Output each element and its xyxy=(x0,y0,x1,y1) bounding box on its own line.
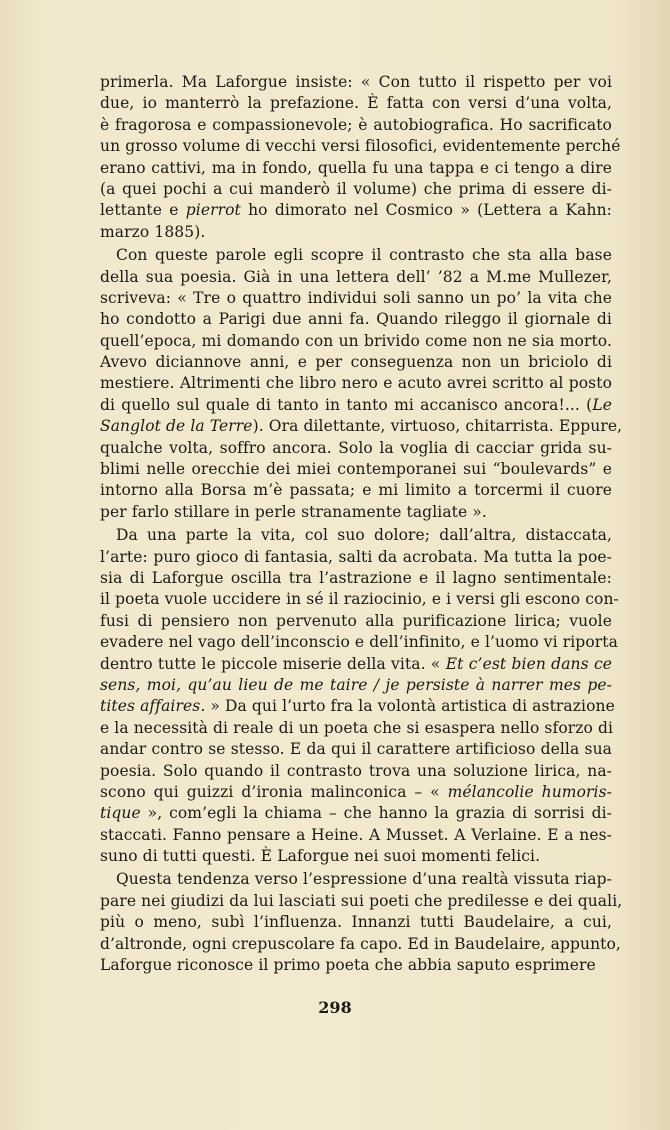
text-line: Questa tendenza verso l’espressione d’una realtà vissuta riap- xyxy=(116,870,612,889)
text-line: di quello sul quale di tanto in tanto mi accanisco ancora!... (Le xyxy=(100,395,612,414)
text-line: pare nei giudizi da lui lasciati sui poeti che predilesse e dei quali, xyxy=(100,891,623,910)
text-line: andar contro se stesso. E da qui il carattere artificioso della sua xyxy=(100,740,612,759)
text-line: qualche volta, soffro ancora. Solo la voglia di cacciar grida su- xyxy=(100,438,612,457)
text-line: blimi nelle orecchie dei miei contemporanei sui “boulevards” e xyxy=(100,460,612,479)
text-line: per farlo stillare in perle stranamente tagliate ». xyxy=(100,502,487,521)
text-line: Da una parte la vita, col suo dolore; dall’altra, distaccata, xyxy=(116,526,612,545)
paragraph xyxy=(100,245,623,523)
text-line: più o meno, subì l’influenza. Innanzi tutti Baudelaire, a cui, xyxy=(100,913,612,932)
text-line: mestiere. Altrimenti che libro nero e acuto avrei scritto al posto xyxy=(100,374,612,393)
italic-text: pierrot xyxy=(185,201,241,220)
text-line: un grosso volume di vecchi versi filosofici, evidentemente perché xyxy=(100,137,621,156)
text-line: (a quei pochi a cui manderò il volume) che prima di essere di- xyxy=(100,179,612,198)
paragraph xyxy=(100,72,621,243)
text-line: scriveva: « Tre o quattro individui soli sanno un po’ la vita che xyxy=(100,288,612,307)
italic-text: mélancolie humoris- xyxy=(447,782,612,801)
text-line: della sua poesia. Già in una lettera dell’ ’82 a M.me Mullezer, xyxy=(100,267,612,286)
text-line: suno di tutti questi. È Laforgue nei suoi momenti felici. xyxy=(100,847,541,866)
text-line: poesia. Solo quando il contrasto trova una soluzione lirica, na- xyxy=(100,761,612,780)
italic-text: Sanglot de la Terre xyxy=(100,417,253,436)
text-line: Sanglot de la Terre). Ora dilettante, virtuoso, chitarrista. Eppure, xyxy=(100,417,623,436)
text-line: Laforgue riconosce il primo poeta che abbia saputo esprimere xyxy=(100,956,596,975)
italic-text: Et c’est bien dans ce xyxy=(445,654,612,673)
text-line: scono qui guizzi d’ironia malinconica – « mélancolie humoris- xyxy=(100,782,612,801)
text-line: intorno alla Borsa m’è passata; e mi limito a torcermi il cuore xyxy=(100,481,612,500)
text-line: lettante e pierrot ho dimorato nel Cosmico » (Lettera a Kahn: xyxy=(100,201,613,220)
text-line: dentro tutte le piccole miserie della vita. « Et c’est bien dans ce xyxy=(100,654,612,673)
italic-text: tites affaires. xyxy=(100,697,206,716)
text-line: è fragorosa e compassionevole; è autobiografica. Ho sacrificato xyxy=(100,115,612,134)
text-line: erano cattivi, ma in fondo, quella fu una tappa e ci tengo a dire xyxy=(100,158,612,177)
italic-text: Le xyxy=(592,395,612,414)
page-number: 298 xyxy=(318,998,352,1017)
text-line: tites affaires. » Da qui l’urto fra la volontà artistica di astrazione xyxy=(100,697,615,716)
text-line: tique », com’egli la chiama – che hanno la grazia di sorrisi di- xyxy=(100,804,612,823)
text-line: quell’epoca, mi domando con un brivido come non ne sia morto. xyxy=(100,331,612,350)
text-line: Con queste parole egli scopre il contrasto che sta alla base xyxy=(116,246,612,265)
text-line: sia di Laforgue oscilla tra l’astrazione e il lagno sentimentale: xyxy=(100,568,612,587)
italic-text: tique xyxy=(100,804,141,823)
italic-text: sens, moi, qu’au lieu de me taire / je persiste à narrer mes pe- xyxy=(100,675,612,694)
text-line xyxy=(100,675,612,696)
text-line: primerla. Ma Laforgue insiste: « Con tutto il rispetto per voi xyxy=(100,73,612,91)
text-line: il poeta vuole uccidere in sé il raziocinio, e i versi gli escono con- xyxy=(100,590,619,609)
text-line: Avevo diciannove anni, e per conseguenza non un briciolo di xyxy=(100,353,612,372)
text-line: due, io manterrò la prefazione. È fatta con versi d’una volta, xyxy=(100,94,612,113)
text-line: l’arte: puro gioco di fantasia, salti da acrobata. Ma tutta la poe- xyxy=(100,547,612,566)
text-line: marzo 1885). xyxy=(100,222,206,241)
paragraph xyxy=(100,869,623,976)
text-line: fusi di pensiero non pervenuto alla purificazione lirica; vuole xyxy=(100,611,612,630)
text-line: d’altronde, ogni crepuscolare fa capo. Ed in Baudelaire, appunto, xyxy=(100,934,621,953)
body-text xyxy=(100,72,623,976)
text-line: staccati. Fanno pensare a Heine. A Musset. A Verlaine. E a nes- xyxy=(100,825,612,844)
text-line: e la necessità di reale di un poeta che si esaspera nello sforzo di xyxy=(100,718,614,737)
text-line: evadere nel vago dell’inconscio e dell’infinito, e l’uomo vi riporta xyxy=(100,633,618,652)
text-line: ho condotto a Parigi due anni fa. Quando rileggo il giornale di xyxy=(100,310,612,329)
paragraph xyxy=(100,525,619,867)
